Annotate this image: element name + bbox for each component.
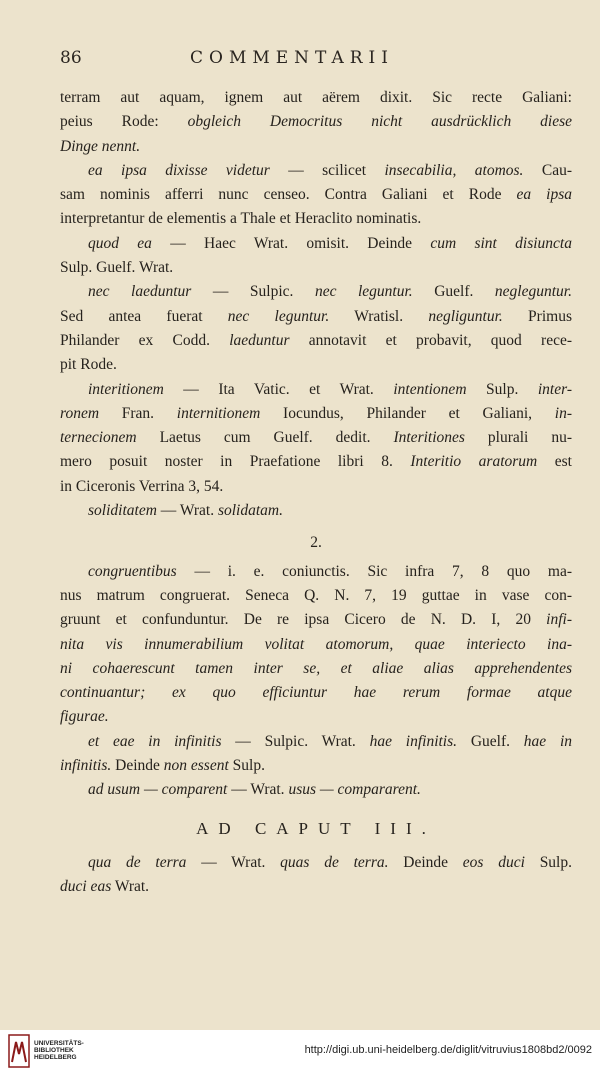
italic-run: inter- (537, 380, 572, 398)
page-header (0, 48, 600, 72)
text-line (60, 86, 572, 110)
italic-run: nec laeduntur (88, 283, 192, 301)
running-title: COMMENTARII (190, 48, 394, 68)
text-line (60, 560, 572, 584)
text-line (60, 280, 572, 304)
text-run: annotavit et probavit, quod rece- (289, 331, 572, 349)
text-run: — Wrat. (156, 502, 218, 520)
text-run: — Sulpic. (191, 283, 315, 301)
source-url-link[interactable]: http://digi.ub.uni-heidelberg.de/diglit/vitruvius1808bd2/0092 (304, 1044, 592, 1056)
italic-run: qua de terra (88, 853, 187, 871)
italic-run: congruentibus (88, 562, 177, 580)
text-run: — Wrat. (186, 853, 281, 871)
text-line (60, 159, 572, 183)
italic-run: ea ipsa dixisse videtur (88, 161, 270, 179)
italic-run: nec leguntur. (227, 307, 330, 325)
italic-run: Dinge nennt. (60, 137, 141, 155)
text-line (60, 329, 572, 353)
italic-run: in- (554, 404, 572, 422)
text-run: Iocundus, Philander et Galiani, (260, 404, 555, 422)
text-run: — scilicet (269, 161, 385, 179)
text-line (60, 778, 572, 802)
text-run: Guelf. (412, 283, 495, 301)
text-run: nus matrum congruerat. Seneca Q. N. 7, 19 guttae in vase con- (60, 586, 572, 604)
text-run: Wrat. (111, 878, 150, 896)
italic-run: continuantur; ex quo efficiuntur hae rerum formae atque (60, 684, 572, 702)
text-line (60, 851, 572, 875)
text-run: Fran. (99, 404, 177, 422)
text-run: — Ita Vatic. et Wrat. (163, 380, 394, 398)
italic-run: figurae. (60, 708, 109, 726)
heidelberg-library-logo-icon (8, 1034, 30, 1068)
text-run: Sulp. Guelf. Wrat. (60, 259, 174, 277)
text-line (60, 402, 572, 426)
italic-run: interitionem (88, 380, 164, 398)
library-name-line: UNIVERSITÄTS- (34, 1040, 84, 1047)
italic-run: et eae in infinitis (88, 732, 222, 750)
text-run: pit Rode. (60, 356, 117, 374)
text-run: Sulp. (466, 380, 538, 398)
italic-run: insecabilia, atomos. (384, 161, 524, 179)
text-run: Laetus cum Guelf. dedit. (136, 429, 394, 447)
text-run: Deinde (111, 757, 164, 775)
italic-run: Interitio aratorum (410, 453, 538, 471)
text-line (60, 135, 572, 159)
text-run: peius Rode: (60, 113, 188, 131)
italic-run: obgleich Democritus nicht ausdrücklich diese (187, 113, 572, 131)
text-line (60, 681, 572, 705)
library-name-line: BIBLIOTHEK (34, 1047, 74, 1054)
italic-run: eos duci (462, 853, 525, 871)
text-line (60, 730, 572, 754)
italic-run: soliditatem (88, 502, 157, 520)
text-run: — Sulpic. Wrat. (221, 732, 370, 750)
text-line (60, 232, 572, 256)
text-line (60, 378, 572, 402)
italic-run: duci eas (60, 878, 112, 896)
italic-run: infi- (546, 611, 572, 629)
footer-bar (0, 1030, 600, 1072)
italic-run: ea ipsa (516, 186, 572, 204)
text-line (60, 705, 572, 729)
text-run: mero posuit noster in Praefatione libri 8. (60, 453, 411, 471)
text-line (60, 256, 572, 280)
text-line (60, 207, 572, 231)
italic-run: quas de terra. (280, 853, 389, 871)
italic-run: cum sint disiuncta (430, 234, 572, 252)
italic-run: ad usum — comparent (88, 781, 228, 799)
text-run: interpretantur de elementis a Thale et Heraclito nominatis. (60, 210, 422, 228)
library-name (34, 1040, 84, 1061)
italic-run: quod ea (88, 234, 152, 252)
text-line (60, 657, 572, 681)
text-run: Sulp. (228, 757, 265, 775)
italic-run: ni cohaerescunt tamen inter se, et aliae alias apprehendentes (60, 659, 572, 677)
library-name-line: HEIDELBERG (34, 1054, 77, 1061)
italic-run: laeduntur (229, 331, 290, 349)
text-run: Guelf. (457, 732, 524, 750)
italic-run: Interitiones (393, 429, 465, 447)
italic-run: nita vis innumerabilium volitat atomorum, quae interiecto ina- (60, 635, 572, 653)
italic-run: ronem (60, 404, 100, 422)
italic-run: intentionem (393, 380, 467, 398)
section-heading: AD CAPUT III. (196, 818, 436, 838)
text-run: Philander ex Codd. (60, 331, 230, 349)
italic-run: infinitis. (60, 757, 112, 775)
italic-run: usus — compararent. (288, 781, 421, 799)
text-line (60, 608, 572, 632)
text-line (60, 633, 572, 657)
text-run: Sed antea fuerat (60, 307, 228, 325)
italic-run: negleguntur. (494, 283, 572, 301)
text-line (60, 353, 572, 377)
section-number: 2. (310, 534, 322, 552)
page-number: 86 (60, 48, 82, 68)
text-run: — Wrat. (227, 781, 289, 799)
text-line (60, 450, 572, 474)
text-run: — Haec Wrat. omisit. Deinde (151, 234, 431, 252)
text-run: Primus (502, 307, 572, 325)
text-line (60, 499, 572, 523)
italic-run: internitionem (176, 404, 261, 422)
text-run: plurali nu- (464, 429, 572, 447)
text-run: — i. e. coniunctis. Sic infra 7, 8 quo ma- (176, 562, 572, 580)
text-line (60, 584, 572, 608)
italic-run: non essent (163, 757, 229, 775)
italic-run: negliguntur. (428, 307, 503, 325)
text-run: gruunt et confunduntur. De re ipsa Cicero de N. D. I, 20 (60, 611, 547, 629)
text-line (60, 426, 572, 450)
text-line (60, 183, 572, 207)
italic-run: hae infinitis. (369, 732, 458, 750)
italic-run: ternecionem (60, 429, 137, 447)
text-line (60, 110, 572, 134)
text-run: sam nominis afferri nunc censeo. Contra Galiani et Rode (60, 186, 517, 204)
text-run: terram aut aquam, ignem aut aërem dixit. Sic recte Galiani: (60, 89, 572, 106)
commentary-text (60, 86, 572, 900)
italic-run: hae in (523, 732, 572, 750)
text-line (60, 875, 572, 899)
text-run: Wratisl. (329, 307, 429, 325)
italic-run: nec leguntur. (314, 283, 413, 301)
text-line (60, 754, 572, 778)
italic-run: solidatam. (217, 502, 283, 520)
text-line (60, 305, 572, 329)
text-run: Deinde (388, 853, 463, 871)
text-run: in Ciceronis Verrina 3, 54. (60, 477, 224, 495)
text-run: Cau- (523, 161, 572, 179)
text-run: Sulp. (524, 853, 572, 871)
text-run: est (537, 453, 572, 471)
text-line (60, 475, 572, 499)
